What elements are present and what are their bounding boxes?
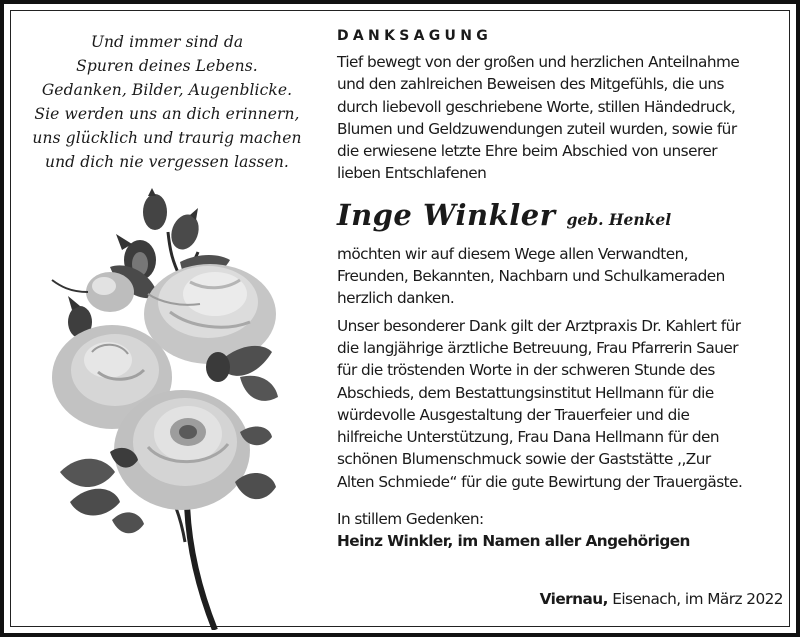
place-town: Viernau,: [539, 590, 608, 608]
text-line: Blumen und Geldzuwendungen zuteil wurden, sowie für: [337, 119, 737, 138]
text-line: und den zahlreichen Beweisen des Mitgefühls, die uns: [337, 75, 724, 94]
signatory-line: Heinz Winkler, im Namen aller Angehörigen: [337, 532, 690, 551]
deceased-birth-name: geb. Henkel: [566, 209, 672, 229]
notice-heading: DANKSAGUNG: [337, 28, 493, 44]
text-line: herzlich danken.: [337, 289, 455, 308]
poem-line: Gedanken, Bilder, Augenblicke.: [41, 81, 293, 99]
deceased-name: Inge Winkler: [337, 197, 556, 232]
text-line: für die tröstenden Worte in der schweren Stunde des: [337, 361, 715, 380]
text-line: schönen Blumenschmuck sowie der Gaststätte ,,Zur: [337, 450, 711, 469]
text-line: hilfreiche Unterstützung, Frau Dana Hellmann für den: [337, 428, 720, 447]
place-date: Eisenach, im März 2022: [607, 590, 783, 608]
place-date-line: [540, 590, 783, 608]
deceased-name-line: [337, 198, 787, 234]
text-line: Abschieds, dem Bestattungsinstitut Hellmann für die: [337, 383, 714, 402]
text-line: Alten Schmiede“ für die gute Bewirtung der Trauergäste.: [337, 472, 743, 491]
thank-you-notice: [337, 22, 787, 553]
text-line: lieben Entschlafenen: [337, 164, 487, 183]
rose-bouquet-icon: [40, 182, 310, 630]
text-line: Unser besonderer Dank gilt der Arztpraxis Dr. Kahlert für: [337, 316, 741, 335]
poem-line: Und immer sind da: [90, 33, 244, 51]
poem-line: Spuren deines Lebens.: [76, 57, 258, 75]
poem-line: uns glücklich und traurig machen: [32, 129, 302, 147]
closing-block: [337, 508, 787, 553]
memorial-line: In stillem Gedenken:: [337, 510, 484, 529]
text-line: möchten wir auf diesem Wege allen Verwandten,: [337, 244, 689, 263]
text-line: die erwiesene letzte Ehre beim Abschied von unserer: [337, 142, 717, 161]
text-line: Freunden, Bekannten, Nachbarn und Schulkameraden: [337, 267, 725, 286]
thanks-paragraph: [337, 243, 787, 310]
text-line: durch liebevoll geschriebene Worte, stillen Händedruck,: [337, 97, 736, 116]
intro-paragraph: [337, 51, 787, 185]
text-line: Tief bewegt von der großen und herzlichen Anteilnahme: [337, 53, 740, 71]
memorial-poem: [22, 30, 312, 174]
text-line: würdevolle Ausgestaltung der Trauerfeier und die: [337, 405, 690, 424]
special-thanks-paragraph: [337, 315, 787, 493]
poem-line: und dich nie vergessen lassen.: [45, 153, 289, 171]
poem-line: Sie werden uns an dich erinnern,: [34, 105, 300, 123]
text-line: die langjährige ärztliche Betreuung, Frau Pfarrerin Sauer: [337, 338, 738, 357]
